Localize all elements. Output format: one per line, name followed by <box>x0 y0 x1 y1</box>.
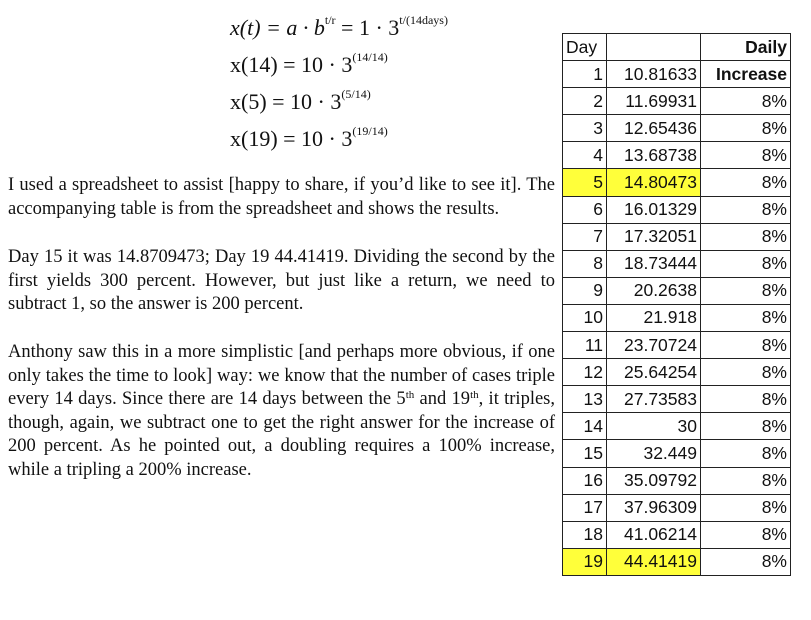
cell-day: 4 <box>563 142 607 169</box>
cell-increase: 8% <box>701 467 791 494</box>
table-row <box>563 277 791 304</box>
cell-value: 20.2638 <box>607 277 701 304</box>
formula-growth-model: $x(t) = a \cdot b^{t/r} = 1 \cdot 3^{t/(14days)}$ <box>230 13 448 40</box>
table-row <box>563 386 791 413</box>
cell-increase: 8% <box>701 440 791 467</box>
cell-increase: 8% <box>701 304 791 331</box>
cell-day: 11 <box>563 332 607 359</box>
table-row <box>563 250 791 277</box>
table-row <box>563 88 791 115</box>
paragraph-day-comparison: Day 15 it was 14.8709473; Day 19 44.41419. Dividing the second by the first yields 300 percent. However, but just like a return, we need to subtract 1, so the answer is 200 percent. <box>8 247 555 314</box>
cell-increase: 8% <box>701 413 791 440</box>
cell-value: 23.70724 <box>607 332 701 359</box>
cell-value: 37.96309 <box>607 494 701 521</box>
table-row <box>563 61 791 88</box>
table-row <box>563 115 791 142</box>
table-row <box>563 494 791 521</box>
cell-day: 5 <box>563 169 607 196</box>
cell-increase: 8% <box>701 88 791 115</box>
formula-day-19: $x(19) = 10 \cdot 3^{(19/14)}$ <box>230 124 388 151</box>
table-row <box>563 467 791 494</box>
cell-value: 32.449 <box>607 440 701 467</box>
cell-day: 16 <box>563 467 607 494</box>
table-header-row <box>563 34 791 61</box>
cell-value: 11.69931 <box>607 88 701 115</box>
cell-day: 19 <box>563 548 607 575</box>
table-row <box>563 332 791 359</box>
cell-increase: 8% <box>701 277 791 304</box>
formula-day-5: $x(5) = 10 \cdot 3^{(5/14)}$ <box>230 87 371 114</box>
cell-day: 2 <box>563 88 607 115</box>
cell-value: 17.32051 <box>607 223 701 250</box>
cell-day: 18 <box>563 521 607 548</box>
table-row <box>563 196 791 223</box>
cell-increase: 8% <box>701 223 791 250</box>
cell-value: 12.65436 <box>607 115 701 142</box>
cell-increase: 8% <box>701 359 791 386</box>
table-row <box>563 169 791 196</box>
table-row <box>563 413 791 440</box>
cell-value: 16.01329 <box>607 196 701 223</box>
cell-day: 3 <box>563 115 607 142</box>
header-increase: Increase <box>701 61 791 88</box>
cell-value: 18.73444 <box>607 250 701 277</box>
cell-day: 9 <box>563 277 607 304</box>
cell-day: 1 <box>563 61 607 88</box>
cell-value: 10.81633 <box>607 61 701 88</box>
cell-increase: 8% <box>701 494 791 521</box>
table-row <box>563 142 791 169</box>
cell-day: 12 <box>563 359 607 386</box>
cell-increase: 8% <box>701 196 791 223</box>
header-value <box>607 34 701 61</box>
cell-increase: 8% <box>701 142 791 169</box>
cell-value: 14.80473 <box>607 169 701 196</box>
table-row <box>563 548 791 575</box>
cell-day: 7 <box>563 223 607 250</box>
paragraph-anthony-explanation: Anthony saw this in a more simplistic [and perhaps more obvious, if one only takes the time to look] way: we know that the number of cases triple every 14 days. Since there are 14 days between the 5th and 19th, it triples, though, again, we subtract one to get the right answer for the increase of 200 percent. As he pointed out, a doubling requires a 100% increase, while a tripling a 200% increase. <box>8 342 555 480</box>
cell-value: 21.918 <box>607 304 701 331</box>
header-daily: Daily <box>701 34 791 61</box>
cell-day: 6 <box>563 196 607 223</box>
cell-day: 14 <box>563 413 607 440</box>
table-row <box>563 304 791 331</box>
paragraph-spreadsheet-note: I used a spreadsheet to assist [happy to share, if you’d like to see it]. The accompanying table is from the spreadsheet and shows the results. <box>8 175 555 219</box>
cell-increase: 8% <box>701 386 791 413</box>
cell-day: 8 <box>563 250 607 277</box>
table-row <box>563 521 791 548</box>
spreadsheet-table <box>562 33 791 576</box>
formula-day-14: $x(14) = 10 \cdot 3^{(14/14)}$ <box>230 50 388 77</box>
cell-increase: 8% <box>701 115 791 142</box>
cell-value: 35.09792 <box>607 467 701 494</box>
cell-increase: 8% <box>701 332 791 359</box>
table-row <box>563 223 791 250</box>
cell-day: 13 <box>563 386 607 413</box>
cell-value: 13.68738 <box>607 142 701 169</box>
header-day: Day <box>563 34 607 61</box>
cell-day: 10 <box>563 304 607 331</box>
cell-increase: 8% <box>701 169 791 196</box>
cell-value: 25.64254 <box>607 359 701 386</box>
cell-value: 44.41419 <box>607 548 701 575</box>
formula-block <box>230 8 550 156</box>
cell-value: 41.06214 <box>607 521 701 548</box>
cell-day: 15 <box>563 440 607 467</box>
cell-increase: 8% <box>701 521 791 548</box>
cell-value: 27.73583 <box>607 386 701 413</box>
table-row <box>563 440 791 467</box>
cell-value: 30 <box>607 413 701 440</box>
cell-increase: 8% <box>701 250 791 277</box>
cell-day: 17 <box>563 494 607 521</box>
cell-increase: 8% <box>701 548 791 575</box>
table-row <box>563 359 791 386</box>
